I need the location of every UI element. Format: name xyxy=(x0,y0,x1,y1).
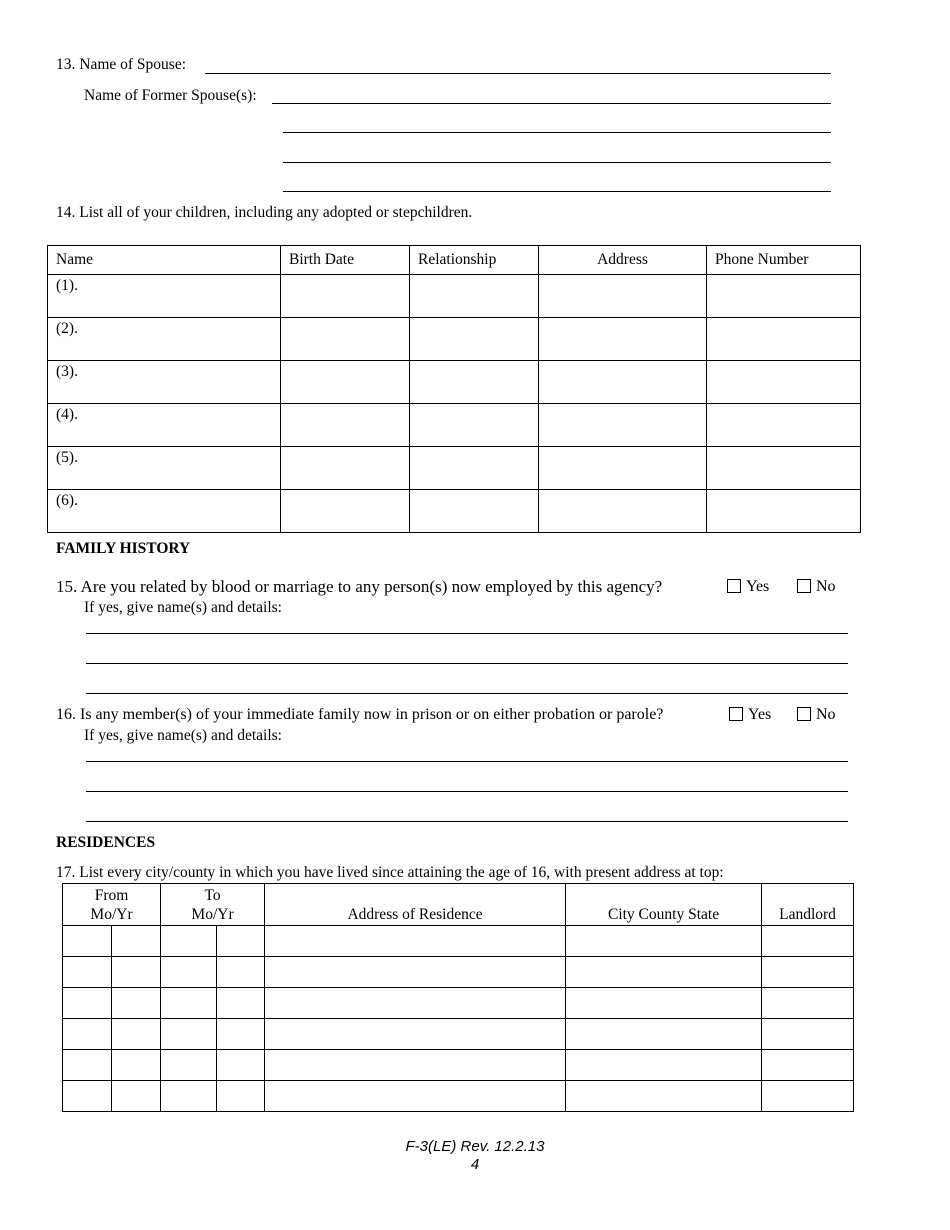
column-header-birth-date: Birth Date xyxy=(281,246,410,275)
to-month-cell[interactable] xyxy=(161,988,217,1019)
related-details-line-3[interactable] xyxy=(86,693,848,694)
prison-no-option[interactable] xyxy=(797,706,836,724)
table-row xyxy=(63,957,854,988)
from-year-cell[interactable] xyxy=(112,988,161,1019)
landlord-cell[interactable] xyxy=(762,1081,854,1112)
table-row xyxy=(63,926,854,957)
column-header-name: Name xyxy=(48,246,281,275)
table-row xyxy=(48,275,861,318)
column-header-address-of-residence: Address of Residence xyxy=(265,884,566,926)
landlord-cell[interactable] xyxy=(762,1050,854,1081)
child-relationship-cell[interactable] xyxy=(410,318,539,361)
to-month-cell[interactable] xyxy=(161,926,217,957)
from-month-cell[interactable] xyxy=(63,1019,112,1050)
table-row xyxy=(63,1050,854,1081)
child-birth-date-cell[interactable] xyxy=(281,361,410,404)
residences-heading: RESIDENCES xyxy=(56,834,156,851)
child-address-cell[interactable] xyxy=(539,490,707,533)
related-details-line-2[interactable] xyxy=(86,663,848,664)
table-row xyxy=(48,447,861,490)
from-year-cell[interactable] xyxy=(112,926,161,957)
former-spouse-field-3[interactable] xyxy=(283,162,831,163)
to-mo-yr-label: Mo/Yr xyxy=(191,906,234,923)
residence-address-cell[interactable] xyxy=(265,988,566,1019)
child-address-cell[interactable] xyxy=(539,361,707,404)
landlord-cell[interactable] xyxy=(762,957,854,988)
from-year-cell[interactable] xyxy=(112,1050,161,1081)
table-row xyxy=(48,404,861,447)
to-year-cell[interactable] xyxy=(217,1019,265,1050)
from-month-cell[interactable] xyxy=(63,1050,112,1081)
city-county-state-cell[interactable] xyxy=(566,957,762,988)
child-relationship-cell[interactable] xyxy=(410,490,539,533)
child-name-cell[interactable]: (5). xyxy=(48,447,281,490)
former-spouse-field-2[interactable] xyxy=(283,132,831,133)
to-month-cell[interactable] xyxy=(161,1050,217,1081)
city-county-state-cell[interactable] xyxy=(566,1019,762,1050)
table-row xyxy=(63,1019,854,1050)
prison-details-line-1[interactable] xyxy=(86,761,848,762)
child-phone-cell[interactable] xyxy=(707,275,861,318)
children-table xyxy=(47,245,861,533)
table-row xyxy=(48,318,861,361)
related-no-label: No xyxy=(816,578,836,595)
child-phone-cell[interactable] xyxy=(707,447,861,490)
prison-details-label: If yes, give name(s) and details: xyxy=(84,727,282,744)
to-year-cell[interactable] xyxy=(217,957,265,988)
residences-question: 17. List every city/county in which you have lived since attaining the age of 16, with present address at top: xyxy=(56,864,724,881)
child-name-cell[interactable]: (2). xyxy=(48,318,281,361)
child-relationship-cell[interactable] xyxy=(410,404,539,447)
child-relationship-cell[interactable] xyxy=(410,275,539,318)
child-phone-cell[interactable] xyxy=(707,404,861,447)
column-header-to xyxy=(161,884,265,926)
from-mo-yr-label: Mo/Yr xyxy=(90,906,133,923)
prison-yes-label: Yes xyxy=(748,706,772,723)
former-spouse-field-1[interactable] xyxy=(272,103,831,104)
from-year-cell[interactable] xyxy=(112,1019,161,1050)
to-month-cell[interactable] xyxy=(161,1019,217,1050)
child-relationship-cell[interactable] xyxy=(410,361,539,404)
related-question: 15. Are you related by blood or marriage to any person(s) now employed by this agency? xyxy=(56,577,663,596)
column-header-city-county-state: City County State xyxy=(566,884,762,926)
landlord-cell[interactable] xyxy=(762,1019,854,1050)
from-month-cell[interactable] xyxy=(63,957,112,988)
prison-question: 16. Is any member(s) of your immediate family now in prison or on either probation or parole? xyxy=(56,706,664,723)
children-header-row xyxy=(48,246,861,275)
landlord-cell[interactable] xyxy=(762,988,854,1019)
family-history-heading: FAMILY HISTORY xyxy=(56,540,191,557)
column-header-relationship: Relationship xyxy=(410,246,539,275)
related-details-label: If yes, give name(s) and details: xyxy=(84,599,282,616)
table-row xyxy=(48,490,861,533)
column-header-phone-number: Phone Number xyxy=(707,246,861,275)
spouse-label: 13. Name of Spouse: xyxy=(56,56,187,73)
table-row xyxy=(48,361,861,404)
residences-table xyxy=(62,883,854,1112)
child-name-cell[interactable]: (4). xyxy=(48,404,281,447)
prison-no-label: No xyxy=(816,706,836,723)
from-year-cell[interactable] xyxy=(112,1081,161,1112)
child-birth-date-cell[interactable] xyxy=(281,318,410,361)
related-no-option[interactable] xyxy=(797,578,836,596)
residences-header-row xyxy=(63,884,854,926)
prison-details-line-2[interactable] xyxy=(86,791,848,792)
residence-address-cell[interactable] xyxy=(265,1019,566,1050)
child-name-cell[interactable]: (1). xyxy=(48,275,281,318)
spouse-field[interactable] xyxy=(205,73,831,74)
prison-yes-checkbox[interactable] xyxy=(729,707,743,721)
to-month-cell[interactable] xyxy=(161,957,217,988)
landlord-cell[interactable] xyxy=(762,926,854,957)
residence-address-cell[interactable] xyxy=(265,1081,566,1112)
child-phone-cell[interactable] xyxy=(707,318,861,361)
to-year-cell[interactable] xyxy=(217,988,265,1019)
table-row xyxy=(63,988,854,1019)
city-county-state-cell[interactable] xyxy=(566,926,762,957)
residence-address-cell[interactable] xyxy=(265,1050,566,1081)
child-address-cell[interactable] xyxy=(539,318,707,361)
residence-address-cell[interactable] xyxy=(265,926,566,957)
child-relationship-cell[interactable] xyxy=(410,447,539,490)
to-month-cell[interactable] xyxy=(161,1081,217,1112)
from-month-cell[interactable] xyxy=(63,1081,112,1112)
child-birth-date-cell[interactable] xyxy=(281,404,410,447)
column-header-from xyxy=(63,884,161,926)
child-birth-date-cell[interactable] xyxy=(281,447,410,490)
child-birth-date-cell[interactable] xyxy=(281,275,410,318)
children-question: 14. List all of your children, including any adopted or stepchildren. xyxy=(56,204,473,221)
child-name-cell[interactable]: (6). xyxy=(48,490,281,533)
related-no-checkbox[interactable] xyxy=(797,579,811,593)
column-header-landlord: Landlord xyxy=(762,884,854,926)
related-details-line-1[interactable] xyxy=(86,633,848,634)
child-address-cell[interactable] xyxy=(539,404,707,447)
table-row xyxy=(63,1081,854,1112)
child-birth-date-cell[interactable] xyxy=(281,490,410,533)
child-address-cell[interactable] xyxy=(539,275,707,318)
city-county-state-cell[interactable] xyxy=(566,988,762,1019)
child-address-cell[interactable] xyxy=(539,447,707,490)
former-spouse-field-4[interactable] xyxy=(283,191,831,192)
to-year-cell[interactable] xyxy=(217,1050,265,1081)
related-yes-option[interactable] xyxy=(727,578,769,596)
to-label: To xyxy=(204,887,221,904)
former-spouse-label: Name of Former Spouse(s): xyxy=(84,87,257,104)
prison-details-line-3[interactable] xyxy=(86,821,848,822)
related-yes-checkbox[interactable] xyxy=(727,579,741,593)
from-month-cell[interactable] xyxy=(63,926,112,957)
city-county-state-cell[interactable] xyxy=(566,1050,762,1081)
page-number: 4 xyxy=(470,1156,480,1173)
child-phone-cell[interactable] xyxy=(707,490,861,533)
form-id: F-3(LE) Rev. 12.2.13 xyxy=(405,1138,545,1155)
city-county-state-cell[interactable] xyxy=(566,1081,762,1112)
child-phone-cell[interactable] xyxy=(707,361,861,404)
residence-address-cell[interactable] xyxy=(265,957,566,988)
to-year-cell[interactable] xyxy=(217,1081,265,1112)
from-month-cell[interactable] xyxy=(63,988,112,1019)
prison-no-checkbox[interactable] xyxy=(797,707,811,721)
to-year-cell[interactable] xyxy=(217,926,265,957)
child-name-cell[interactable]: (3). xyxy=(48,361,281,404)
from-label: From xyxy=(94,887,129,904)
from-year-cell[interactable] xyxy=(112,957,161,988)
column-header-address: Address xyxy=(539,246,707,275)
prison-yes-option[interactable] xyxy=(729,706,771,724)
related-yes-label: Yes xyxy=(746,578,770,595)
